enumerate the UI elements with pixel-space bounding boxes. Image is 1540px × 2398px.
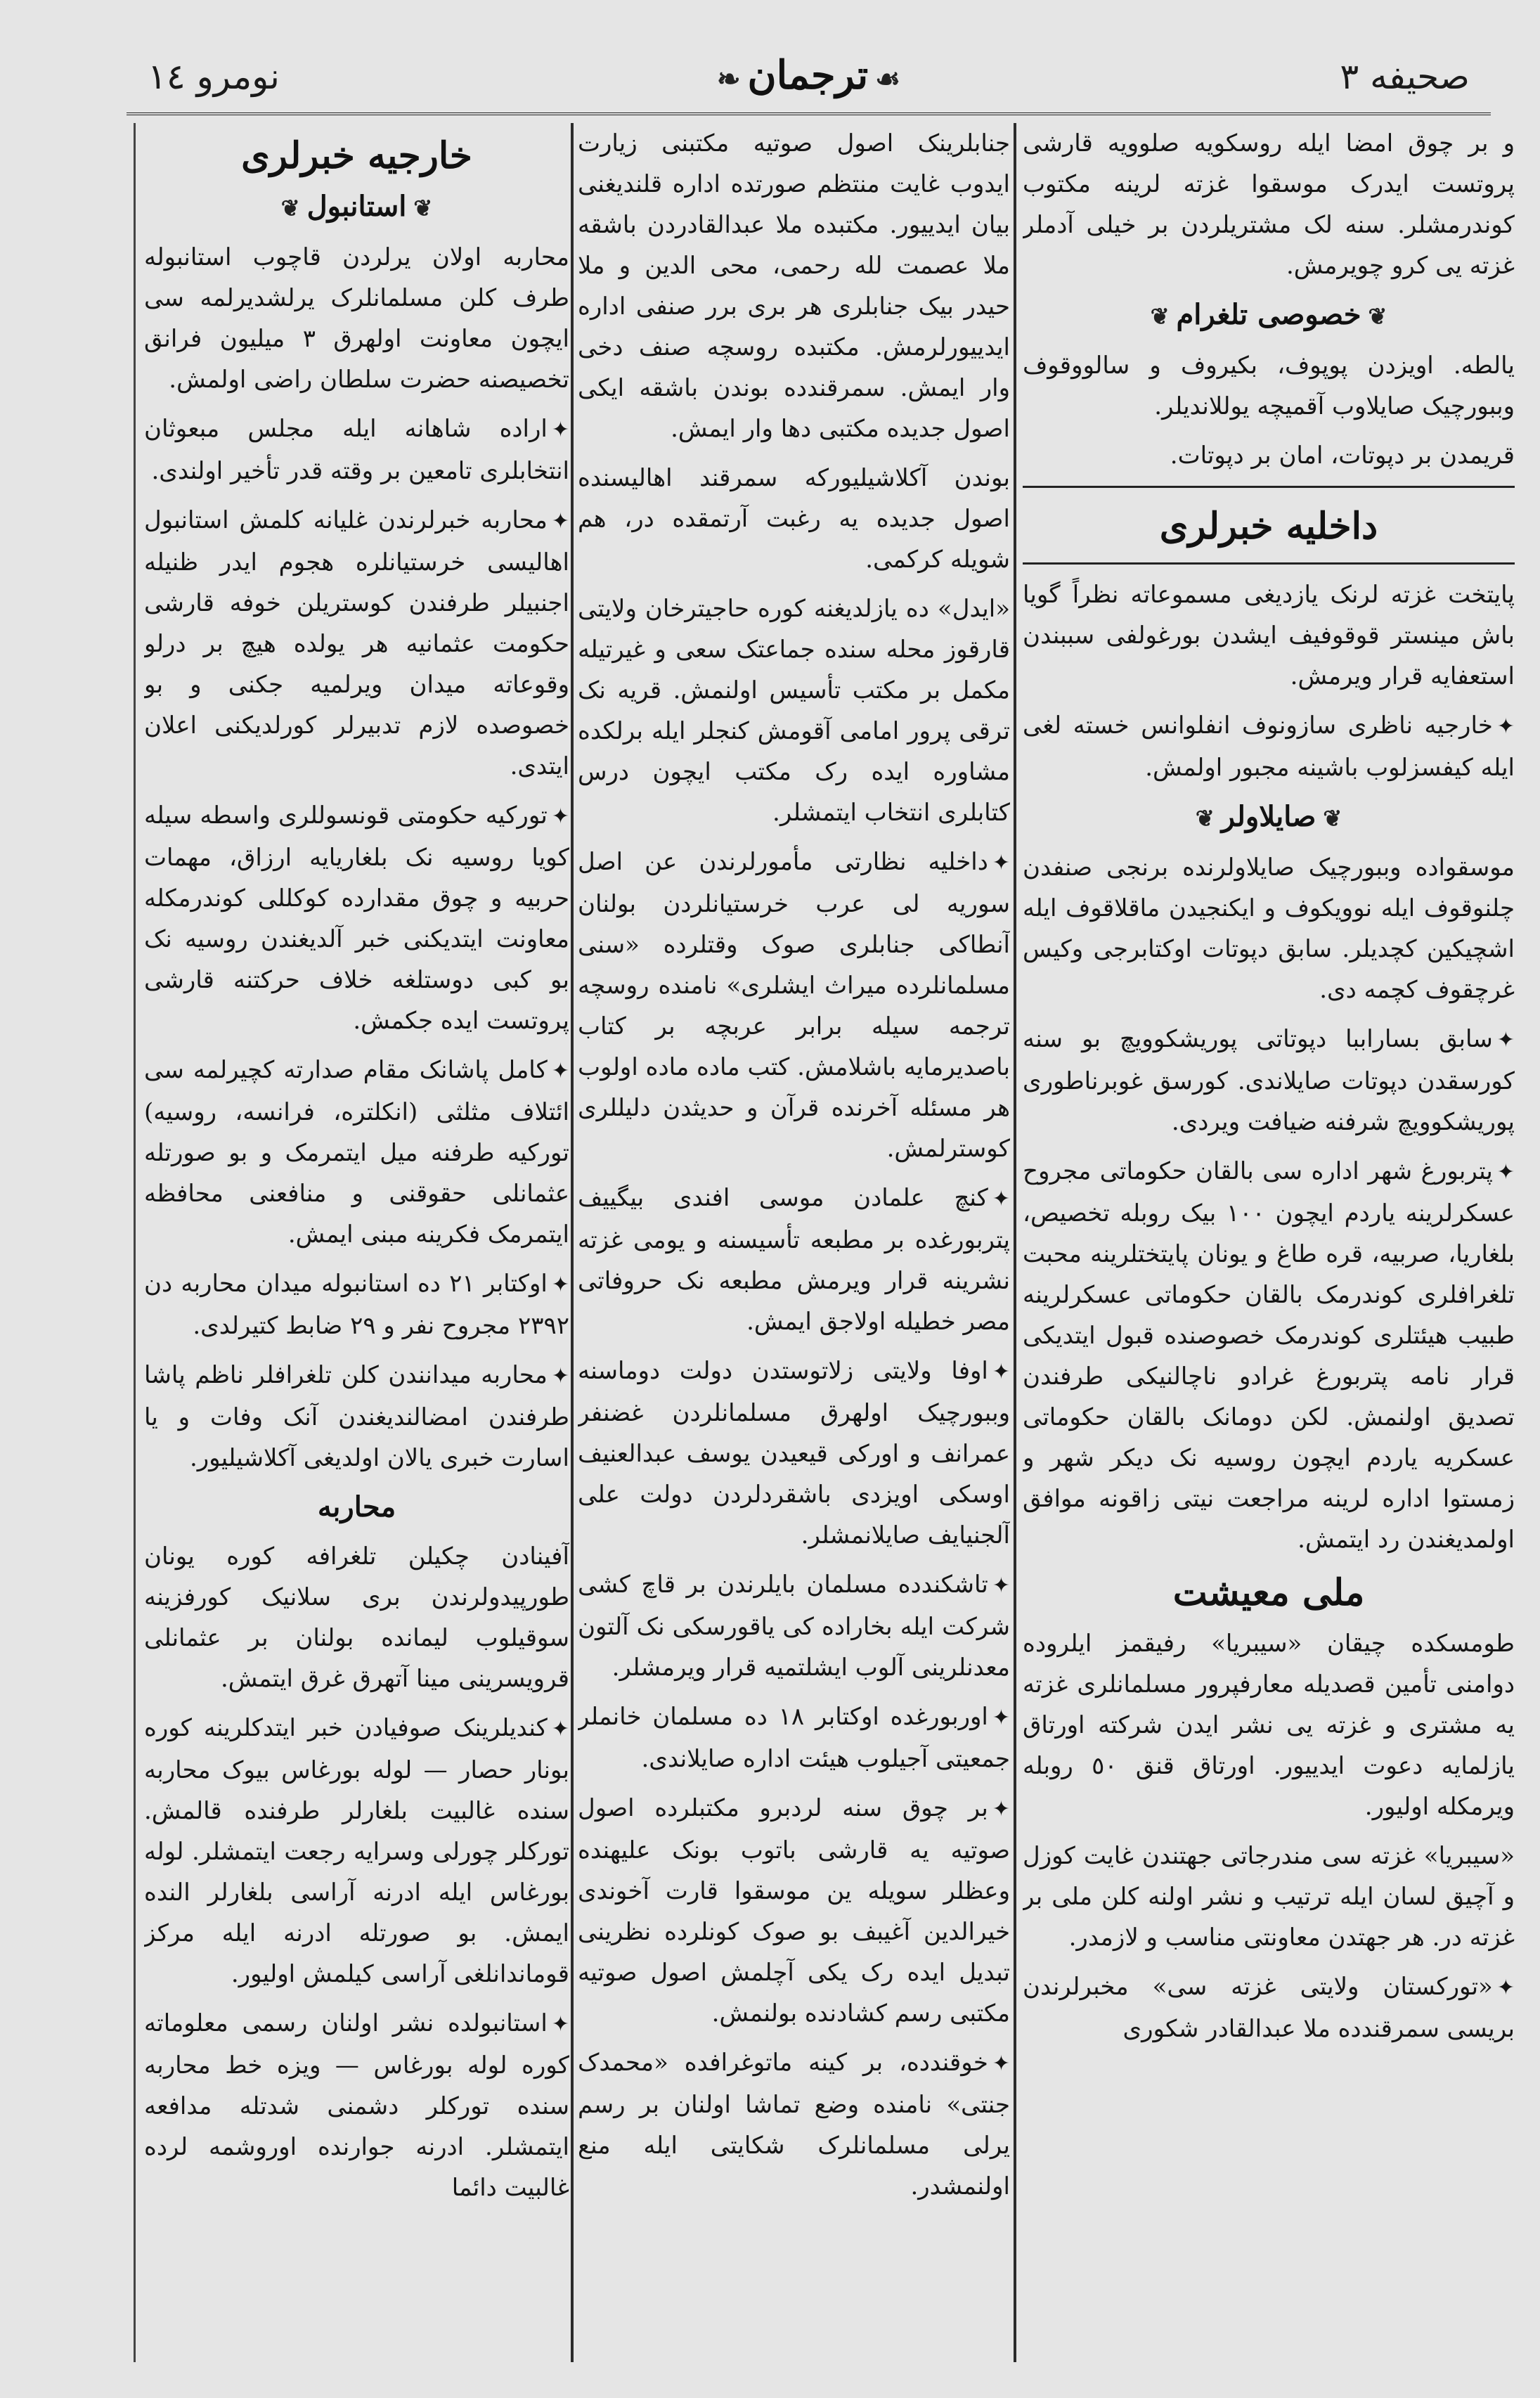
bullet-icon: ✦ [551,1364,569,1388]
column-left [144,123,569,2362]
newspaper-title [710,52,907,98]
issue-number: نومرو ١٤ [148,56,280,97]
section-subtitle: ❦خصوصی تلغرام❦ [1150,298,1387,331]
ornament-icon: ❦ [1195,805,1215,832]
article-paragraph: ✦اوربورغده اوکتابر ١٨ ده مسلمان خانملر جمعیتی آجیلوب هیئت اداره صایلاندی. [578,1703,1010,1773]
column-divider [1014,123,1016,2362]
bullet-icon: ✦ [551,1272,569,1297]
article-paragraph: جنابلرینک اصول صوتیه مکتبنی زیارت ایدوب غایت منتظم صورتده اداره قلندیغنی بیان ایدییور. مکتبده ملا عبدالقادردن باشقه ملا عصمت لله رحمی، محی الدین و ملا حیدر بیک جنابلری هر بری برر صنفی اداره ایدییورلرمش. مکتبده روسچه صنف دخی وار ایمش. سمرقندده بوندن باشقه ایکی اصول جدیده مکتبی دها وار ایمش. [578,129,1010,443]
page-number: صحیفه ٣ [1340,56,1470,97]
article-paragraph: ✦اراده شاهانه ایله مجلس مبعوثان انتخابلری تامعین بر وقته قدر تأخیر اولندی. [144,415,569,485]
article-paragraph: ✦خوقندده، بر کینه ماتوغرافده «محمدک جنتی» نامنده وضع تماشا اولنان بر رسم یرلی مسلمانلرک شکایتی ایله منع اولنمشدر. [578,2049,1010,2200]
bullet-icon: ✦ [551,1717,569,1741]
bullet-icon: ✦ [992,1797,1010,1822]
article-paragraph: آفینادن چکیلن تلغرافه کوره یونان طورپیدولرندن بری سلانیک کورفزینه سوقیلوب لیمانده بولنان بر عثمانلی قرویسرینی مینا آتهرق غرق ایتمش. [144,1542,569,1693]
bullet-icon: ✦ [992,1706,1010,1730]
article-paragraph: محاربه اولان یرلردن قاچوب استانبوله طرف کلن مسلمانلرک یرلشدیرلمه سی ایچون معاونت اولهرق ٣ میلیون فرانق تخصیصنه حضرت سلطان راضی اولمش. [144,243,569,394]
section-subtitle: محاربه [317,1490,396,1523]
column-middle [578,123,1010,2362]
bullet-icon: ✦ [551,1059,569,1083]
bullet-icon: ✦ [992,851,1010,875]
article-paragraph: ✦اوکتابر ٢١ ده استانبوله میدان محاربه دن ٢٣٩٢ مجروح نفر و ٢٩ ضابط کتیرلدی. [144,1270,569,1340]
column-divider [571,123,574,2362]
bullet-icon: ✦ [551,509,569,534]
ornament-icon: ☙ [875,63,901,96]
margin-rule [134,123,136,2362]
article-paragraph: «ایدل» ده یازلدیغنه کوره حاجیترخان ولایتی قارقوز محله سنده جماعتک سعی و غیرتیله مکمل بر مکتب تأسیس اولنمش. قریه نک ترقی پرور امامی آقومش کنجلر ایله برلکده مشاوره ایده رک مکتب ایچون درس کتابلری انتخاب ایتمشلر. [578,595,1010,827]
ornament-icon: ❦ [1150,303,1170,330]
bullet-icon: ✦ [551,418,569,442]
bullet-icon: ✦ [992,1187,1010,1211]
article-paragraph: ✦اوفا ولایتی زلاتوستدن دولت دوماسنه وببورچیک اولهرق مسلمانلردن غضنفر عمرانف و اورکی قیعیدن یوسف عبدالعنیف اوسکی اویزدی باشقردلردن دولت علی آلجنیایف صایلانمشلر. [578,1357,1010,1549]
domestic-box [1023,486,1515,565]
article-paragraph: «سیبریا» غزته سی مندرجاتی جهتندن غایت کوزل و آچیق لسان ایله ترتیب و نشر اولنه کلن ملی بر غزته در. هر جهتدن معاونتی مناسب و لازمدر. [1023,1842,1515,1952]
article-paragraph: قریمدن بر دپوتات، امان بر دپوتات. [1170,441,1515,470]
article-paragraph: موسقواده وببورچیک صایلاولرنده برنجی صنفدن چلنوقوف ایله نوویکوف و ایکنجیدن ماقلاقوف ایله اشچیکین کچدیلر. سابق دپوتات اوکتابرجی وکیس غرچقوف کچمه دی. [1023,853,1515,1004]
bullet-icon: ✦ [551,804,569,829]
bullet-icon: ✦ [992,2051,1010,2076]
bullet-icon: ✦ [1496,1028,1515,1052]
section-title: خارجیه خبرلری [241,134,472,177]
article-paragraph: ✦خارجیه ناظری سازونوف انفلوانس خسته لغی ایله کیفسزلوب باشینه مجبور اولمش. [1023,711,1515,782]
article-paragraph: پایتخت غزته لرنک یازدیغی مسموعاته نظراً گویا باش مینستر قوقوفیف ایشدن بورغولفی سببندن استعفایه قرار ویرمش. [1023,581,1515,690]
ornament-icon: ❧ [716,63,741,96]
article-paragraph: ✦محاربه خبرلرندن غلیانه کلمش استانبول اهالیسی خرستیانلره هجوم ایدر ظنیله اجنبیلر طرفندن کوستریلن خوفه قارشی حکومت عثمانیه هر یولده هیچ بر درلو وقوعاته میدان ویرلمیه جکنی و بو خصوصده لازم تدبیرلر کورلدیکنی اعلان ایتدی. [144,506,569,780]
column-right [1023,123,1515,2362]
article-paragraph: ✦کامل پاشانک مقام صدارته کچیرلمه سی ائتلاف مثلثی (انکلتره، فرانسه، روسیه) توركیه طرفنه میل ایتمرمک و بو صورتله عثمانلی حقوقنی و منافعنی محافظه ایتمرمک فکرینه مبنی ایمش. [144,1056,569,1249]
bullet-icon: ✦ [1496,1975,1515,2000]
article-paragraph: ✦استانبولده نشر اولنان رسمی معلوماته کوره لوله بورغاس — ویزه خط محاربه سنده تورکلر دشمنی شدتله مدافعه ایتمشلر. ادرنه جوارنده اوروشمه لرده غالبیت دائما [144,2009,569,2202]
section-title: ملی معیشت [1172,1571,1365,1614]
article-paragraph: یالطه. اویزدن پوپوف، بکیروف و سالووقوف وببورچیک صایلاوب آقمیچه یوللاندیلر. [1023,352,1515,420]
article-paragraph: ✦بر چوق سنه لردبرو مکتبلرده اصول صوتیه یه قارشی باتوب بونک علیهنده وعظلر سویله ین موسقوا قارت آخوندی خیرالدین آغیبف بو صوک کونلرده نظرینی تبدیل ایده رک یکی آچلمش اصول صوتیه مکتبی رسم کشادنده بولنمش. [578,1794,1010,2028]
article-paragraph: بوندن آکلاشیلیورکه سمرقند اهالیسنده اصول جدیده یه رغبت آرتمقده در، هم شویله کرکمی. [578,464,1010,574]
article-paragraph: ✦سابق بساراببا دپوتاتی پوریشکوویچ بو سنه کورسقدن دپوتات صایلاندی. کورسق غوبرناطوری پوریشکوویچ شرفنه ضیافت ویردی. [1023,1025,1515,1136]
bullet-icon: ✦ [1496,714,1515,739]
article-paragraph: ✦پتربورغ شهر اداره سی بالقان حکوماتی مجروح عسکرلرینه یاردم ایچون ١٠٠ بیک روبله تخصیص، بلغاریا، صربیه، قره طاغ و یونان پایتختلرینه محبت تلغرافلری کوندرمک بالقان حکوماتی عسکرلرینه طبیب هیئتلری کوندرمک خصوصنده قبول ایتدیکی قرار نامه پتربورغ غرادو ناچالنیکی طرفندن تصدیق اولنمش. لکن دومانک بالقان حکوماتی عسکریه یاردم ایچون روسیه نک دیکر شهر و زمستوا اداره لرینه مراجعت نیتی زاقونه موافق اولمدیغندن رد ایتمش. [1023,1157,1515,1554]
bullet-icon: ✦ [551,2012,569,2037]
bullet-icon: ✦ [992,1360,1010,1384]
section-title: داخلیه خبرلری [1159,505,1378,548]
article-paragraph: ✦کنچ علمادن موسی افندی بیگییف پتربورغده بر مطبعه تأسیسنه و یومی غزته نشرینه قرار ویرمش مطبعه نک حروفاتی مصر خطیله اولاجق ایمش. [578,1184,1010,1336]
page-header [127,42,1491,115]
article-paragraph: ✦محاربه میدانندن کلن تلغرافلر ناظم پاشا طرفندن امضالندیغندن آنک وفات و یا اسارت خبری یالان اولدیغی آکلاشیلیور. [144,1361,569,1472]
article-paragraph: و بر چوق امضا ایله روسکویه صلوویه قارشی پروتست ایدرک موسقوا غزته لرینه مکتوب کوندرمشلر. سنه لک مشتریلردن بر خیلی آدملر غزته یی کرو چویرمش. [1023,129,1515,280]
bullet-icon: ✦ [992,1573,1010,1598]
article-paragraph: ✦کندیلرینک صوفیادن خبر ایتدکلرینه کوره بونار حصار — لوله بورغاس بیوک محاربه سنده غالبیت بلغارلر طرفنده قالمش. تورکلر چورلی وسرایه رجعت ایتمشلر. لوله بورغاس ایله ادرنه آراسی بلغارلر النده ایمش. بو صورتله ادرنه ایله مرکز قوماندانلغی آراسی کیلمش اولیور. [144,1714,569,1988]
ornament-icon: ❦ [1368,303,1387,330]
article-paragraph: طومسکده چیقان «سیبریا» رفیقمز ایلروده دوامنی تأمین قصدیله معارفپرور مسلمانلری غزته یه مشتری و غزته یی نشر ایدن شرکته اورتاق یازلمایه دعوت ایدییور. اورتاق قنق ٥٠ روبله ویرمکله اولیور. [1023,1630,1515,1821]
article-paragraph: ✦«توركستان ولایتی غزته سی» مخبرلرندن بریسی سمرقندده ملا عبدالقادر شکوری [1023,1973,1515,2043]
section-subtitle: ❦استانبول❦ [280,190,433,223]
ornament-icon: ❦ [1323,805,1342,832]
bullet-icon: ✦ [1496,1160,1515,1185]
ornament-icon: ❦ [280,195,300,221]
ornament-icon: ❦ [413,195,433,221]
article-paragraph: ✦تاشکندده مسلمان بایلرندن بر قاچ کشی شرکت ایله بخاراده کی یاقورسکی نک آلتون معدنلرینی آلوب ایشلتمیه قرار ویرمشلر. [578,1571,1010,1682]
masthead-text: ترجمان [747,52,869,98]
article-paragraph: ✦داخلیه نظارتی مأمورلرندن عن اصل سوریه لی عرب خرستیانلردن بولنان آنطاکی جنابلری صوک وقتلرده «سنی مسلمانلرده میراث ایشلری» نامنده روسچه ترجمه سیله برابر عربچه بر کتاب باصدیرمایه باشلامش. کتب ماده ماده اولوب هر مسئله آخرنده قرآن و حدیثدن دلیللری کوسترلمش. [578,848,1010,1163]
article-paragraph: ✦توركیه حکومتی قونسوللری واسطه سیله کویا روسیه نک بلغاریایه ارزاق، مهمات حربیه و چوق مقدارده کوکللی کوندرمکله معاونت ایتدیکنی خبر آلدیغندن روسیه نک بو کبی دوستلغه خلاف حرکتنه قارشی پروتست ایده جکمش. [144,801,569,1035]
section-subtitle: ❦صایلاولر❦ [1195,800,1342,833]
